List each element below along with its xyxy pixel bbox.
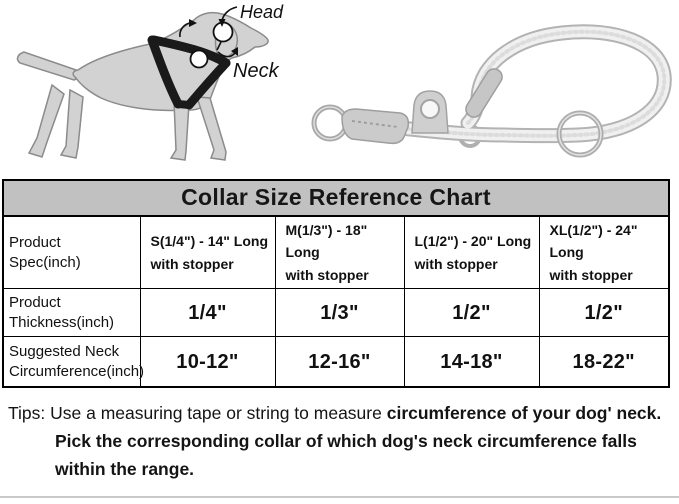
neck-row-label: Suggested Neck Circumference(inch) [3,337,140,388]
thickness-l: 1/2" [404,289,539,337]
size-chart-table [2,179,670,388]
tips-label: Tips: [8,403,46,423]
head-measure-point [214,23,233,42]
tab-hole [421,100,439,118]
dog-front-leg-far [171,101,189,160]
table-title: Collar Size Reference Chart [3,180,669,216]
thickness-row [3,289,669,337]
dog-rear-leg-far [29,85,64,157]
neck-m: 12-16" [275,337,404,388]
dog-tail [17,52,79,80]
bottom-divider [0,496,679,498]
thickness-row-label: Product Thickness(inch) [3,289,140,337]
tips-line-2: Pick the corresponding collar of which dog's neck circumference falls [55,431,637,451]
neck-s: 10-12" [140,337,275,388]
head-label: Head [240,2,284,22]
dog-measure-diagram [8,0,300,172]
size-l-header: L(1/2") - 20" Long with stopper [404,216,539,289]
neck-xl: 18-22" [539,337,669,388]
thickness-xl: 1/2" [539,289,669,337]
neck-measure-point [191,51,208,68]
dog-front-leg [197,97,226,160]
dog-rear-leg [61,90,83,158]
rope-collar-image [300,5,675,167]
size-xl-header: XL(1/2") - 24" Long with stopper [539,216,669,289]
thickness-m: 1/3" [275,289,404,337]
neck-label: Neck [233,60,279,82]
leather-end-cap [342,109,408,143]
neck-circumference-row [3,337,669,388]
tips-section [8,399,676,483]
thickness-s: 1/4" [140,289,275,337]
spec-header-cell: Product Spec(inch) [3,216,140,289]
size-m-header: M(1/3") - 18" Long with stopper [275,216,404,289]
table-title-row [3,180,669,216]
tips-line-3: within the range. [55,459,195,479]
tips-line-1: Tips: Use a measuring tape or string to measure circumference of your dog' neck. [8,403,662,423]
neck-l: 14-18" [404,337,539,388]
size-s-header: S(1/4") - 14" Long with stopper [140,216,275,289]
table-header-row [3,216,669,289]
